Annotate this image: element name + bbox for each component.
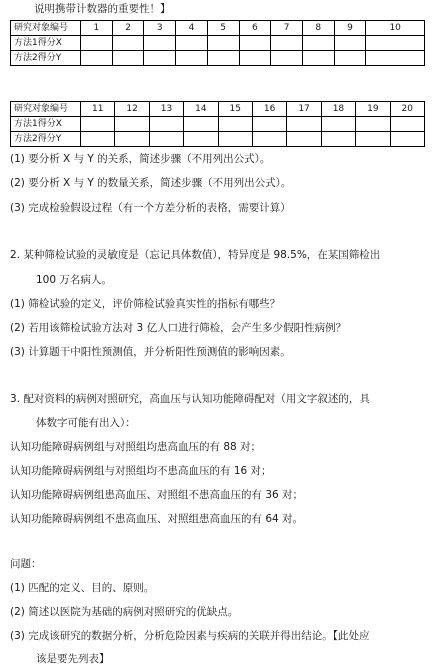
q3-item: (1) 匹配的定义、目的、原则。 bbox=[10, 582, 155, 594]
table-cell: 15 bbox=[218, 102, 252, 117]
table-row bbox=[11, 132, 425, 147]
q2-item: (2) 若用该筛检试验方法对 3 亿人口进行筛检，会产生多少假阳性病例？ bbox=[10, 322, 347, 334]
q3-fact: 认知功能障碍病例组患高血压、对照组不患高血压的有 36 对； bbox=[10, 489, 304, 501]
q1-item: (2) 要分析 X 与 Y 的数量关系，简述步骤（不用列出公式）。 bbox=[10, 177, 292, 189]
table-cell: 16 bbox=[252, 102, 286, 117]
table-cell: 2 bbox=[112, 21, 144, 36]
questions-heading: 问题： bbox=[10, 558, 42, 570]
table-row bbox=[11, 102, 425, 117]
table-cell: 6 bbox=[239, 21, 271, 36]
row-label: 方法1得分X bbox=[11, 36, 81, 51]
table-cell: 12 bbox=[115, 102, 149, 117]
data-table-1 bbox=[10, 20, 425, 66]
q3-fact: 认知功能障碍病例组与对照组均患高血压的有 88 对； bbox=[10, 441, 262, 453]
q2-stem: 2. 某种筛检试验的灵敏度是（忘记具体数值），特异度是 98.5%，在某国筛检出 bbox=[10, 249, 381, 261]
q3-item: 该是要先列表】 bbox=[36, 653, 110, 665]
table-cell: 14 bbox=[184, 102, 218, 117]
table-cell: 19 bbox=[356, 102, 390, 117]
table-cell: 7 bbox=[271, 21, 303, 36]
q3-item: (3) 完成该研究的数据分析，分析危险因素与疾病的关联并得出结论。【此处应 bbox=[10, 630, 370, 642]
table-cell: 11 bbox=[81, 102, 115, 117]
q2-item: (3) 计算题干中阳性预测值，并分析阳性预测值的影响因素。 bbox=[10, 346, 291, 358]
table-row bbox=[11, 36, 425, 51]
table-cell: 18 bbox=[321, 102, 355, 117]
table-cell: 1 bbox=[81, 21, 113, 36]
q1-item: (3) 完成检验假设过程（有一个方差分析的表格，需要计算） bbox=[10, 202, 291, 214]
q3-fact: 认知功能障碍病例组不患高血压、对照组患高血压的有 64 对。 bbox=[10, 513, 304, 525]
q2-stem: 100 万名病人。 bbox=[36, 274, 112, 286]
table-cell: 5 bbox=[207, 21, 239, 36]
q3-stem: 体数字可能有出入）： bbox=[36, 417, 136, 429]
table-cell: 10 bbox=[366, 21, 425, 36]
table-row bbox=[11, 21, 425, 36]
data-table-2 bbox=[10, 101, 425, 147]
header-fragment: 说明携带计数器的重要性！】 bbox=[34, 3, 171, 15]
table-row bbox=[11, 117, 425, 132]
table-cell: 3 bbox=[144, 21, 176, 36]
table-cell: 9 bbox=[334, 21, 366, 36]
table-cell: 17 bbox=[287, 102, 321, 117]
table-header-label: 研究对象编号 bbox=[11, 21, 81, 36]
table-cell: 13 bbox=[149, 102, 183, 117]
table-cell: 4 bbox=[176, 21, 208, 36]
q3-stem: 3. 配对资料的病例对照研究，高血压与认知功能障碍配对（用文字叙述的，具 bbox=[10, 393, 370, 405]
table-row bbox=[11, 51, 425, 66]
q3-item: (2) 简述以医院为基础的病例对照研究的优缺点。 bbox=[10, 606, 239, 618]
q2-item: (1) 筛检试验的定义，评价筛检试验真实性的指标有哪些？ bbox=[10, 298, 281, 310]
q1-item: (1) 要分析 X 与 Y 的关系，简述步骤（不用列出公式）。 bbox=[10, 153, 271, 165]
row-label: 方法1得分X bbox=[11, 117, 81, 132]
table-header-label: 研究对象编号 bbox=[11, 102, 81, 117]
table-cell: 8 bbox=[302, 21, 334, 36]
row-label: 方法2得分Y bbox=[11, 51, 81, 66]
table-cell: 20 bbox=[390, 102, 424, 117]
row-label: 方法2得分Y bbox=[11, 132, 81, 147]
q3-fact: 认知功能障碍病例组与对照组均不患高血压的有 16 对； bbox=[10, 465, 272, 477]
